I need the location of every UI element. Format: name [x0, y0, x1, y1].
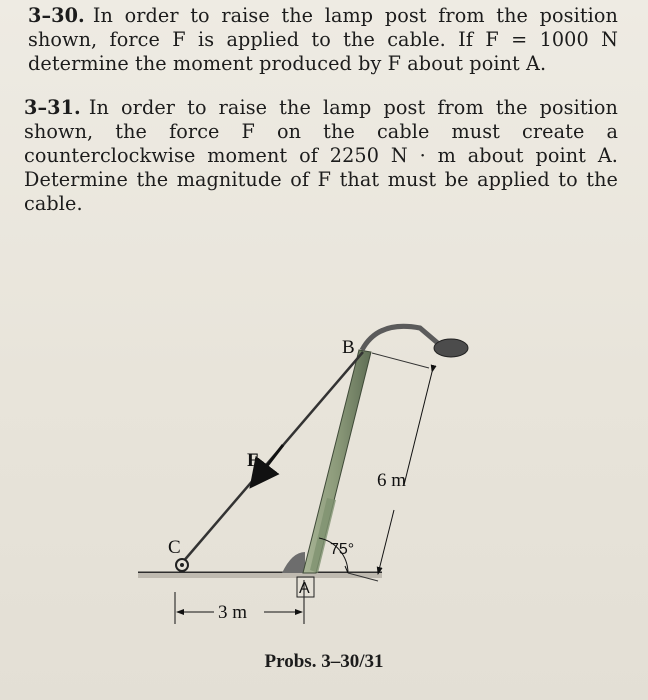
- label-3m: 3 m: [218, 602, 248, 623]
- label-6m: 6 m: [377, 470, 407, 491]
- ground-hatch: [138, 573, 382, 578]
- problem-number: 3–30.: [28, 4, 85, 27]
- label-angle: 75°: [330, 541, 355, 558]
- figure-caption: Probs. 3–30/31: [264, 651, 384, 672]
- anchor-c-pin: [180, 563, 184, 567]
- label-b: B: [342, 337, 355, 358]
- dim-6m-line-upper: [404, 372, 432, 485]
- problem-number: 3–31.: [24, 96, 81, 119]
- lamp-head: [434, 339, 468, 357]
- label-a: A: [299, 580, 310, 597]
- label-f: F: [247, 450, 259, 471]
- dim-extension-top: [372, 353, 429, 368]
- problem-text: In order to raise the lamp post from the position shown, force F is applied to the cable. If F = 1000 N determine the moment produced by F about point A.: [28, 4, 618, 75]
- post-base: [282, 552, 305, 573]
- lamp-arm: [362, 326, 440, 350]
- problem-text: In order to raise the lamp post from the position shown, the force F on the cable must create a counterclockwise moment of 2250 N · m about point A. Determine the magnitude of F that must be applied to the cable.: [24, 96, 618, 215]
- label-c: C: [168, 537, 181, 558]
- dim-6m-line-lower: [378, 510, 394, 574]
